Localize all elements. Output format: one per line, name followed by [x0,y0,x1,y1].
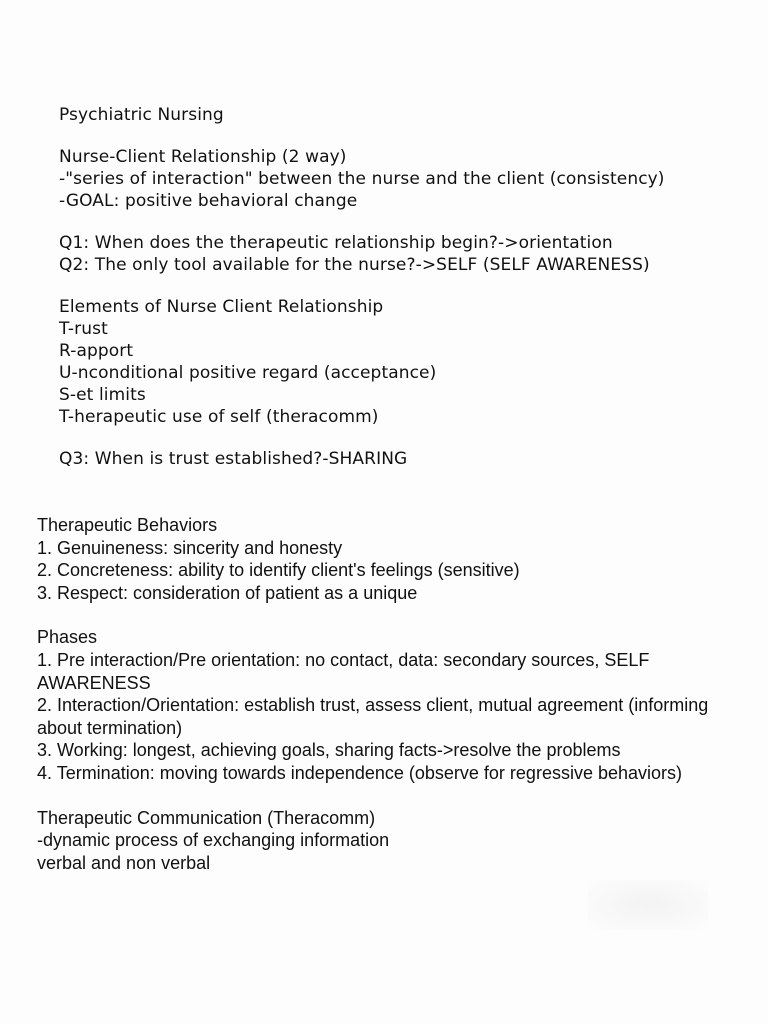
elements-heading: Elements of Nurse Client Relationship [59,297,384,317]
phases-heading: Phases [37,627,98,648]
element-item: T-rust [59,319,108,339]
phase-item: 1. Pre interaction/Pre orientation: no contact, data: secondary sources, SELF AWARENESS [37,649,650,693]
behaviors-heading: Therapeutic Behaviors [37,515,218,535]
theracomm-heading: Therapeutic Communication (Theracomm) [37,807,376,828]
behavior-item: 2. Concreteness: ability to identify client's feelings (sensitive) [37,560,520,581]
relationship-definition: -"series of interaction" between the nurse and the client (consistency) [59,169,665,189]
element-item: S-et limits [59,385,146,405]
phase-item: 3. Working: longest, achieving goals, sharing facts->resolve the problems [37,740,621,761]
psychiatric-nursing-notes [59,104,729,466]
relationship-heading: Nurse-Client Relationship (2 way) [59,147,347,167]
paper-smudge [588,880,708,930]
theracomm-types: verbal and non verbal [37,852,211,873]
therapeutic-notes [37,514,737,874]
document-title: Psychiatric Nursing [59,105,224,125]
phase-item: 2. Interaction/Orientation: establish trust, assess client, mutual agreement (informing about termination) [37,695,709,738]
element-item: T-herapeutic use of self (theracomm) [59,407,379,427]
question-1: Q1: When does the therapeutic relationship begin?->orientation [59,233,613,253]
question-2: Q2: The only tool available for the nurse?->SELF (SELF AWARENESS) [59,255,650,275]
theracomm-definition: -dynamic process of exchanging information [37,830,390,851]
element-item: U-nconditional positive regard (acceptance) [59,363,437,383]
behavior-item: 3. Respect: consideration of patient as a unique [37,582,418,603]
question-3: Q3: When is trust established?-SHARING [59,449,408,466]
behavior-item: 1. Genuineness: sincerity and honesty [37,537,343,558]
phase-item: 4. Termination: moving towards independence (observe for regressive behaviors) [37,762,683,783]
element-item: R-apport [59,341,134,361]
relationship-goal: -GOAL: positive behavioral change [59,191,358,211]
